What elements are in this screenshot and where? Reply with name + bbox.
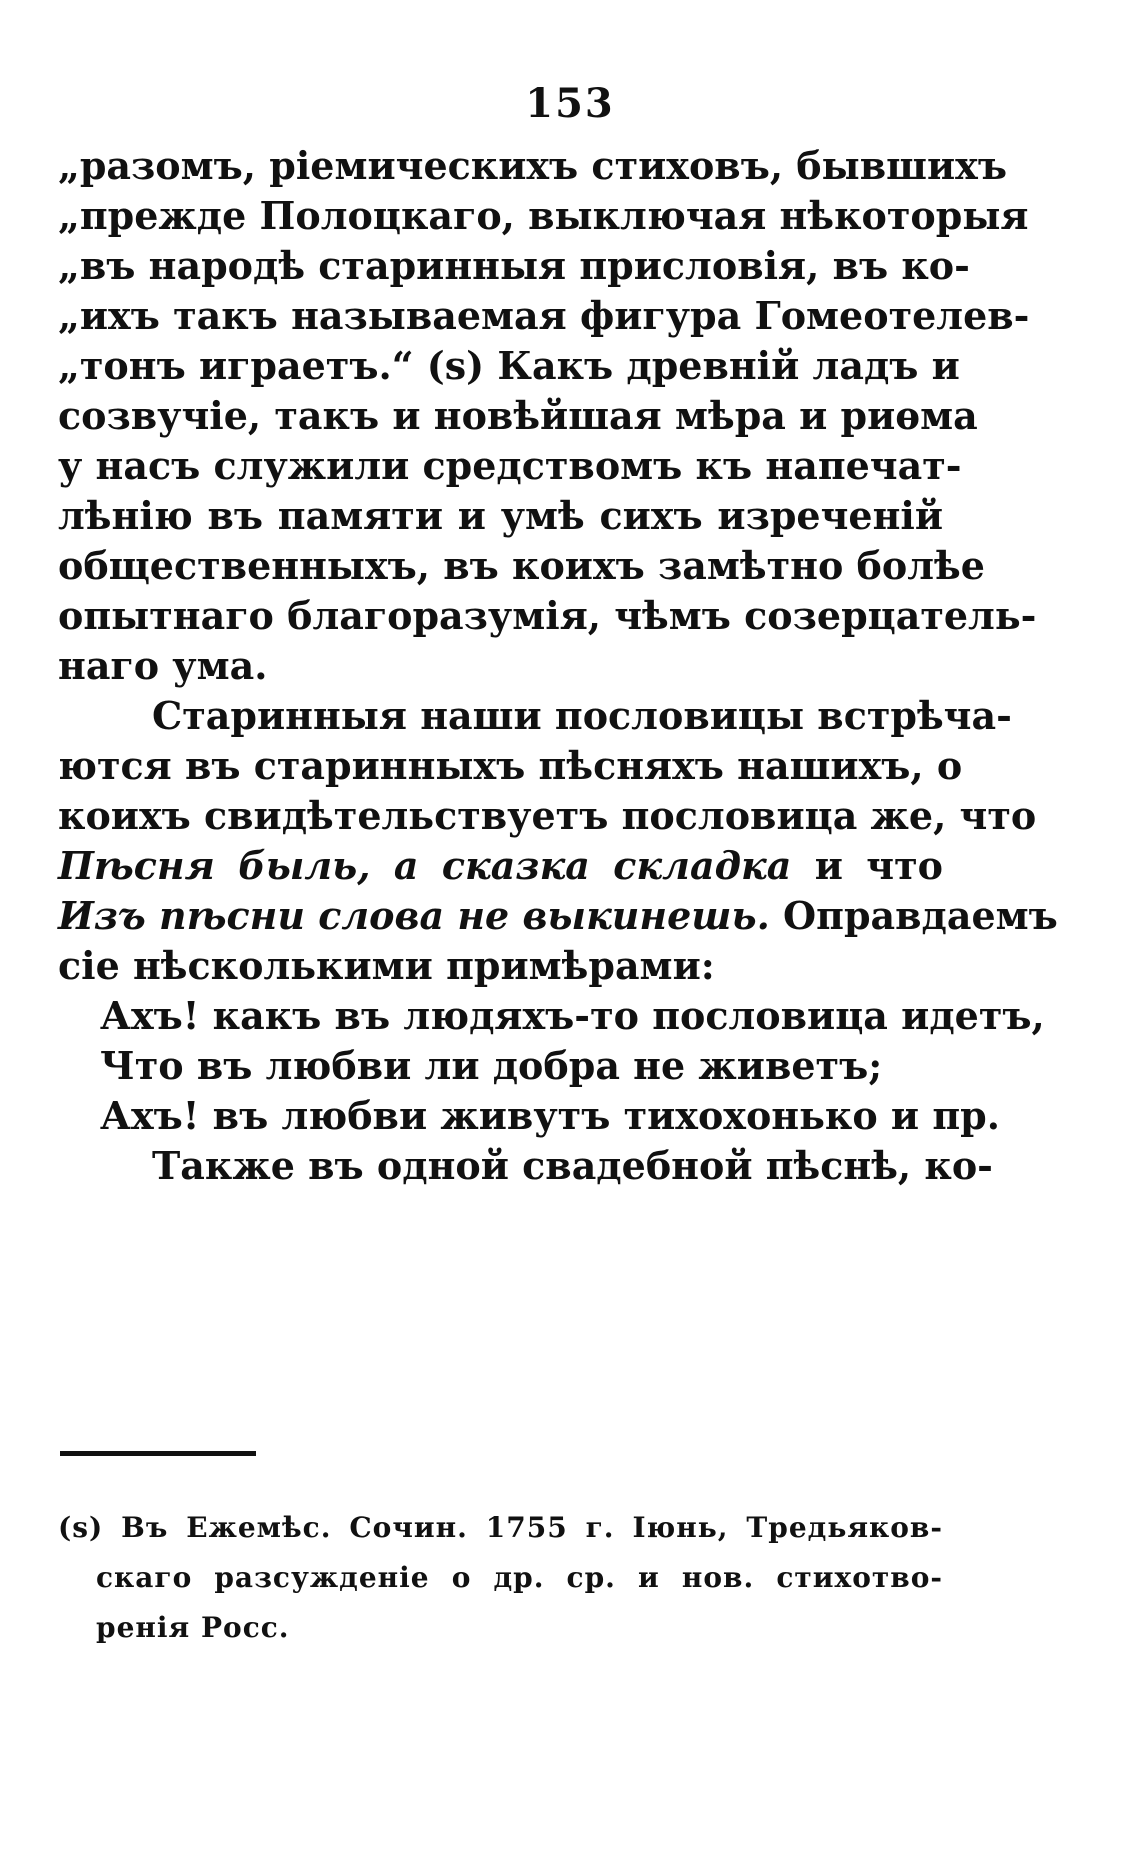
footnote-line: ренія Росс. (96, 1611, 290, 1644)
line-tail: и что (814, 843, 943, 888)
body-line: у насъ служили средствомъ къ напечат- (58, 443, 962, 488)
body-line: „въ народѣ старинныя присловія, въ ко- (58, 243, 970, 288)
body-line: „тонъ играетъ.“ (s) Какъ древній ладъ и (58, 343, 960, 388)
verse-line: Что въ любви ли добра не живетъ; (100, 1043, 883, 1088)
verse-line: Ахъ! въ любви живутъ тихохонько и пр. (100, 1093, 1000, 1138)
paragraph-line: коихъ свидѣтельствуетъ пословица же, что (58, 793, 1037, 838)
body-line: „прежде Полоцкаго, выключая нѣкоторыя (58, 193, 1029, 238)
footnote-line: (s) Въ Ежемѣс. Сочин. 1755 г. Іюнь, Тредьяков- (58, 1511, 943, 1544)
body-line: „ихъ такъ называемая фигура Гомеотелев- (58, 293, 1030, 338)
footnote-line: скаго разсужденіе о др. ср. и нов. стихотво- (96, 1561, 943, 1594)
italic-proverb: Пѣсня быль, (58, 843, 371, 888)
paragraph-line: Старинныя наши пословицы встрѣча- (152, 693, 1012, 738)
body-line: „разомъ, ріемическихъ стиховъ, бывшихъ (58, 143, 1007, 188)
body-line: созвучіе, такъ и новѣйшая мѣра и риѳма (58, 393, 978, 438)
paragraph-line: ются въ старинныхъ пѣсняхъ нашихъ, о (58, 743, 963, 788)
italic-proverb: а сказка складка (393, 843, 792, 888)
line-tail: Оправдаемъ (783, 893, 1058, 938)
body-line: опытнаго благоразумія, чѣмъ созерцатель- (58, 593, 1037, 638)
footnote-rule (60, 1451, 256, 1456)
paragraph-line: Также въ одной свадебной пѣснѣ, ко- (152, 1143, 993, 1188)
paragraph-line: сіе нѣсколькими примѣрами: (58, 943, 715, 988)
verse-line: Ахъ! какъ въ людяхъ-то пословица идетъ, (100, 993, 1045, 1038)
body-line: лѣнію въ памяти и умѣ сихъ изреченій (58, 493, 943, 538)
italic-proverb: Изъ пѣсни слова не выкинешь. (58, 893, 770, 938)
body-line: общественныхъ, въ коихъ замѣтно болѣе (58, 543, 985, 588)
body-line: наго ума. (58, 643, 268, 688)
page-number: 153 (525, 80, 615, 127)
